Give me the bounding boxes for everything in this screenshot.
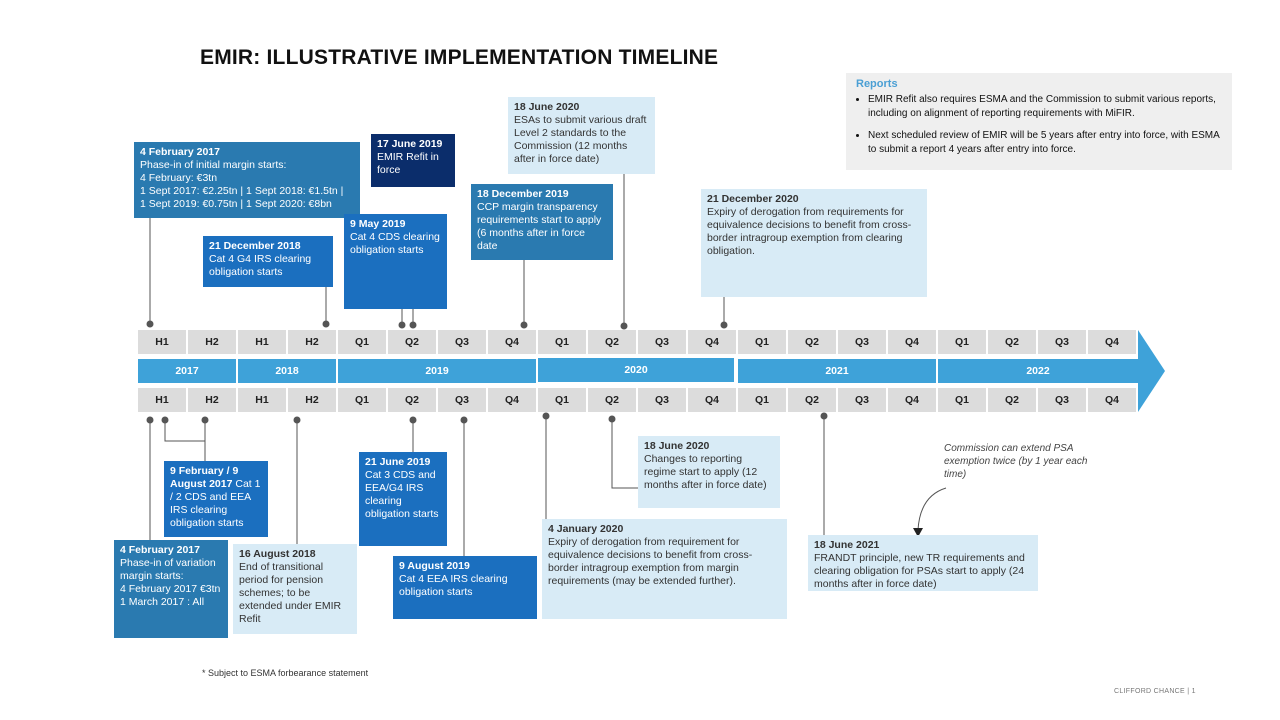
event-dec-2019	[471, 184, 613, 260]
event-aug-2019	[393, 556, 537, 619]
period-cell: H1	[238, 388, 286, 412]
year-segment: 2018	[238, 359, 336, 383]
period-cell: H1	[238, 330, 286, 354]
event-aug-2018	[233, 544, 357, 634]
event-feb-2017-initial-margin	[134, 142, 360, 218]
event-heading: 4 January 2020	[548, 523, 624, 535]
period-cell: Q1	[338, 330, 386, 354]
footer-brand: CLIFFORD CHANCE | 1	[1114, 688, 1196, 695]
year-segment: 2019	[338, 359, 536, 383]
period-cell: Q3	[638, 388, 686, 412]
event-line: 1 March 2017 : All	[120, 596, 205, 608]
period-cell: Q1	[738, 330, 786, 354]
footnote: * Subject to ESMA forbearance statement	[202, 668, 369, 678]
event-jun-2020-level2	[508, 97, 655, 174]
period-cell: H2	[188, 330, 236, 354]
event-heading: 21 June 2019	[365, 456, 431, 468]
page-title: EMIR: ILLUSTRATIVE IMPLEMENTATION TIMELINE	[200, 46, 719, 69]
year-segment: 2021	[738, 359, 936, 383]
period-cell: H1	[138, 330, 186, 354]
period-cell: Q2	[788, 330, 836, 354]
period-cell: Q2	[788, 388, 836, 412]
event-line: Cat 4 EEA IRS clearing obligation starts	[399, 573, 508, 598]
event-heading: 18 June 2020	[514, 101, 580, 113]
period-cell: Q1	[938, 330, 986, 354]
year-segment: 2022	[938, 359, 1138, 383]
period-cell: Q4	[888, 388, 936, 412]
event-line: Cat 4 G4 IRS clearing obligation starts	[209, 253, 312, 278]
event-line: Cat 1 / 2 CDS and EEA IRS clearing obligation starts	[170, 478, 261, 529]
event-line: 1 Sept 2019: €0.75tn | 1 Sept 2020: €8bn	[140, 198, 332, 210]
year-segment: 2020	[538, 358, 734, 382]
event-line: 4 February: €3tn	[140, 172, 218, 184]
period-cell: H2	[288, 330, 336, 354]
event-heading: 18 June 2021	[814, 539, 880, 551]
period-cell: Q4	[888, 330, 936, 354]
event-heading: 9 August 2019	[399, 560, 470, 572]
period-cell: Q2	[388, 330, 436, 354]
event-heading: 16 August 2018	[239, 548, 316, 560]
period-cell: Q3	[838, 388, 886, 412]
period-cell: Q2	[988, 330, 1036, 354]
period-cell: Q1	[338, 388, 386, 412]
event-line: Phase-in of variation margin starts:	[120, 557, 216, 582]
event-may-2019	[344, 214, 447, 309]
period-cell: H1	[138, 388, 186, 412]
event-line: Expiry of derogation from requirements for equivalence decisions to benefit from cross-border intragroup exemption from clearing obligation.	[707, 206, 912, 257]
event-line: 4 February 2017 €3tn	[120, 583, 221, 595]
event-line: Changes to reporting regime start to apply (12 months after in force date)	[644, 453, 767, 491]
period-cell: Q3	[838, 330, 886, 354]
event-line: FRANDT principle, new TR requirements and clearing obligation for PSAs start to apply (24 months after in force date)	[814, 552, 1025, 590]
event-feb-2017-variation-margin	[114, 540, 228, 638]
event-heading: 9 February / 9 August 2017	[170, 465, 239, 490]
event-heading: 4 February 2017	[140, 146, 220, 158]
event-feb-aug-2017	[164, 461, 268, 537]
reports-bullet: • Next scheduled review of EMIR will be 5 years after entry into force, with ESMA to submit a report 4 years after entry into force.	[868, 129, 1222, 157]
event-line: ESAs to submit various draft Level 2 standards to the Commission (12 months after in force date)	[514, 114, 647, 165]
period-cell: Q2	[588, 330, 636, 354]
event-jan-2020	[542, 519, 787, 619]
event-jun-2019-refit	[371, 134, 455, 187]
period-cell: Q3	[1038, 330, 1086, 354]
event-jun-2021	[808, 535, 1038, 591]
period-cell: H2	[188, 388, 236, 412]
event-line: 1 Sept 2017: €2.25tn | 1 Sept 2018: €1.5tn |	[140, 185, 344, 197]
period-cell: Q4	[1088, 330, 1136, 354]
psa-extension-annotation: Commission can extend PSA exemption twice (by 1 year each time)	[944, 443, 1088, 480]
event-line: CCP margin transparency requirements start to apply (6 months after in force date	[477, 201, 602, 252]
event-line: EMIR Refit in force	[377, 151, 439, 176]
event-line: Cat 3 CDS and EEA/G4 IRS clearing obligation starts	[365, 469, 439, 520]
event-jun-2020-reporting	[638, 436, 780, 508]
event-line: Phase-in of initial margin starts:	[140, 159, 287, 171]
period-cell: Q3	[638, 330, 686, 354]
reports-heading: Reports	[856, 78, 898, 90]
event-heading: 9 May 2019	[350, 218, 406, 230]
event-heading: 18 June 2020	[644, 440, 710, 452]
event-line: Cat 4 CDS clearing obligation starts	[350, 231, 440, 256]
period-cell: Q4	[488, 388, 536, 412]
period-cell: Q1	[538, 330, 586, 354]
period-cell: Q1	[938, 388, 986, 412]
event-heading: 21 December 2018	[209, 240, 301, 252]
event-heading: 4 February 2017	[120, 544, 200, 556]
reports-bullet: • EMIR Refit also requires ESMA and the Commission to submit various reports, including on alignment of reporting requirements with MiFIR.	[868, 93, 1222, 121]
event-dec-2018	[203, 236, 333, 287]
event-line: Expiry of derogation from requirement for equivalence decisions to benefit from cross-border intragroup exemption from margin requirements (may be extended further).	[548, 536, 753, 587]
period-cell: H2	[288, 388, 336, 412]
period-cell: Q4	[688, 388, 736, 412]
year-segment: 2017	[138, 359, 236, 383]
period-cell: Q4	[1088, 388, 1136, 412]
period-cell: Q2	[988, 388, 1036, 412]
period-cell: Q3	[1038, 388, 1086, 412]
event-jun-2019-cat3	[359, 452, 447, 546]
event-heading: 18 December 2019	[477, 188, 569, 200]
event-heading: 17 June 2019	[377, 138, 443, 150]
period-cell: Q1	[538, 388, 586, 412]
period-cell: Q3	[438, 330, 486, 354]
period-cell: Q3	[438, 388, 486, 412]
period-cell: Q4	[688, 330, 736, 354]
period-cell: Q4	[488, 330, 536, 354]
event-dec-2020	[701, 189, 927, 297]
event-line: End of transitional period for pension schemes; to be extended under EMIR Refit	[239, 561, 342, 625]
event-heading: 21 December 2020	[707, 193, 799, 205]
period-cell: Q2	[388, 388, 436, 412]
period-cell: Q2	[588, 388, 636, 412]
period-cell: Q1	[738, 388, 786, 412]
